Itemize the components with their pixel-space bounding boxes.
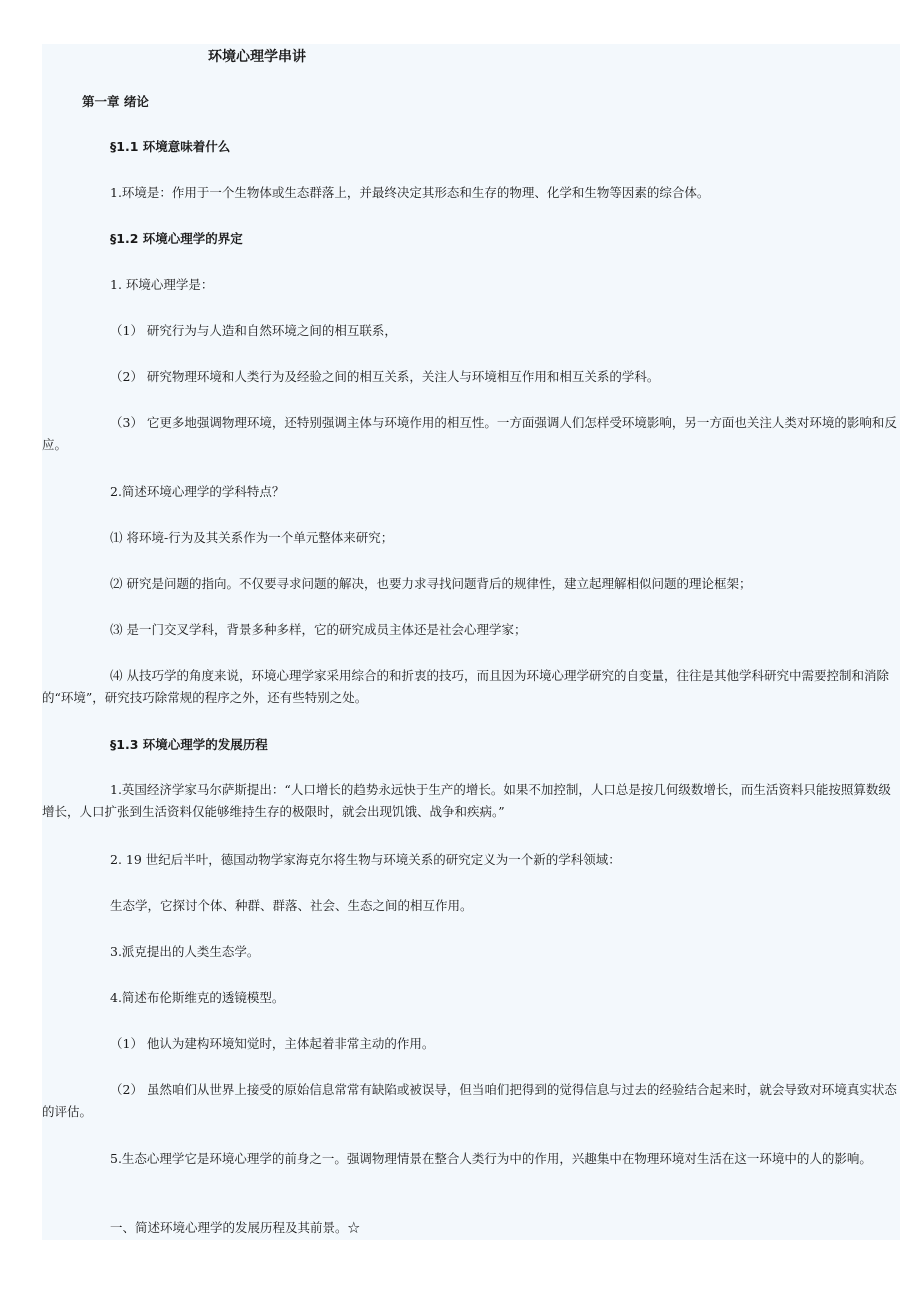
list-item: （1） 他认为建构环境知觉时，主体起着非常主动的作用。 bbox=[110, 1036, 435, 1051]
list-item: ⑵ 研究是问题的指向。不仅要寻求问题的解决，也要力求寻找问题背后的规律性，建立起理解相似问题的理论框架； bbox=[110, 576, 752, 591]
list-item: （3） 它更多地强调物理环境，还特别强调主体与环境作用的相互性。一方面强调人们怎样受环境影响，另一方面也关注人类对环境的影响和反应。 bbox=[42, 415, 897, 452]
paragraph: 一、简述环境心理学的发展历程及其前景。☆ bbox=[110, 1220, 361, 1235]
list-item: ⑷ 从技巧学的角度来说，环境心理学家采用综合的和折衷的技巧，而且因为环境心理学研究的自变量，往往是其他学科研究中需要控制和消除的“环境”，研究技巧除常规的程序之外，还有些特别之处。 bbox=[42, 668, 889, 705]
paragraph: 4.简述布伦斯维克的透镜模型。 bbox=[110, 990, 285, 1005]
list-item: （2） 研究物理环境和人类行为及经验之间的相互关系，关注人与环境相互作用和相互关系的学科。 bbox=[110, 369, 660, 384]
paragraph: 1.环境是：作用于一个生物体或生态群落上，并最终决定其形态和生存的物理、化学和生物等因素的综合体。 bbox=[110, 185, 710, 200]
doc-title: 环境心理学串讲 bbox=[208, 49, 306, 65]
list-item: ⑴ 将环境-行为及其关系作为一个单元整体来研究； bbox=[110, 530, 394, 545]
paragraph: 生态学，它探讨个体、种群、群落、社会、生态之间的相互作用。 bbox=[110, 898, 473, 913]
paragraph: 3.派克提出的人类生态学。 bbox=[110, 944, 260, 959]
section-1-1-heading: §1.1 环境意味着什么 bbox=[110, 139, 231, 154]
chapter-heading: 第一章 绪论 bbox=[82, 94, 149, 109]
paragraph: 2.简述环境心理学的学科特点？ bbox=[110, 484, 285, 499]
section-1-3-heading: §1.3 环境心理学的发展历程 bbox=[110, 737, 268, 752]
paragraph: 1.英国经济学家马尔萨斯提出：“人口增长的趋势永远快于生产的增长。如果不加控制，人口总是按几何级数增长，而生活资料只能按照算数级增长，人口扩张到生活资料仅能够维持生存的极限时，就会出现饥饿、战争和疾病。” bbox=[42, 782, 891, 819]
paragraph: 5.生态心理学它是环境心理学的前身之一。强调物理情景在整合人类行为中的作用，兴趣集中在物理环境对生活在这一环境中的人的影响。 bbox=[110, 1151, 872, 1166]
paragraph: 1. 环境心理学是： bbox=[110, 277, 214, 292]
list-item: ⑶ 是一门交叉学科，背景多种多样，它的研究成员主体还是社会心理学家； bbox=[110, 622, 527, 637]
paragraph: 2. 19 世纪后半叶，德国动物学家海克尔将生物与环境关系的研究定义为一个新的学科领域： bbox=[110, 852, 621, 867]
document-page bbox=[42, 44, 900, 1240]
section-1-2-heading: §1.2 环境心理学的界定 bbox=[110, 231, 243, 246]
list-item: （2） 虽然咱们从世界上接受的原始信息常常有缺陷或被误导，但当咱们把得到的觉得信息与过去的经验结合起来时，就会导致对环境真实状态的评估。 bbox=[42, 1082, 897, 1119]
list-item: （1） 研究行为与人造和自然环境之间的相互联系， bbox=[110, 323, 397, 338]
